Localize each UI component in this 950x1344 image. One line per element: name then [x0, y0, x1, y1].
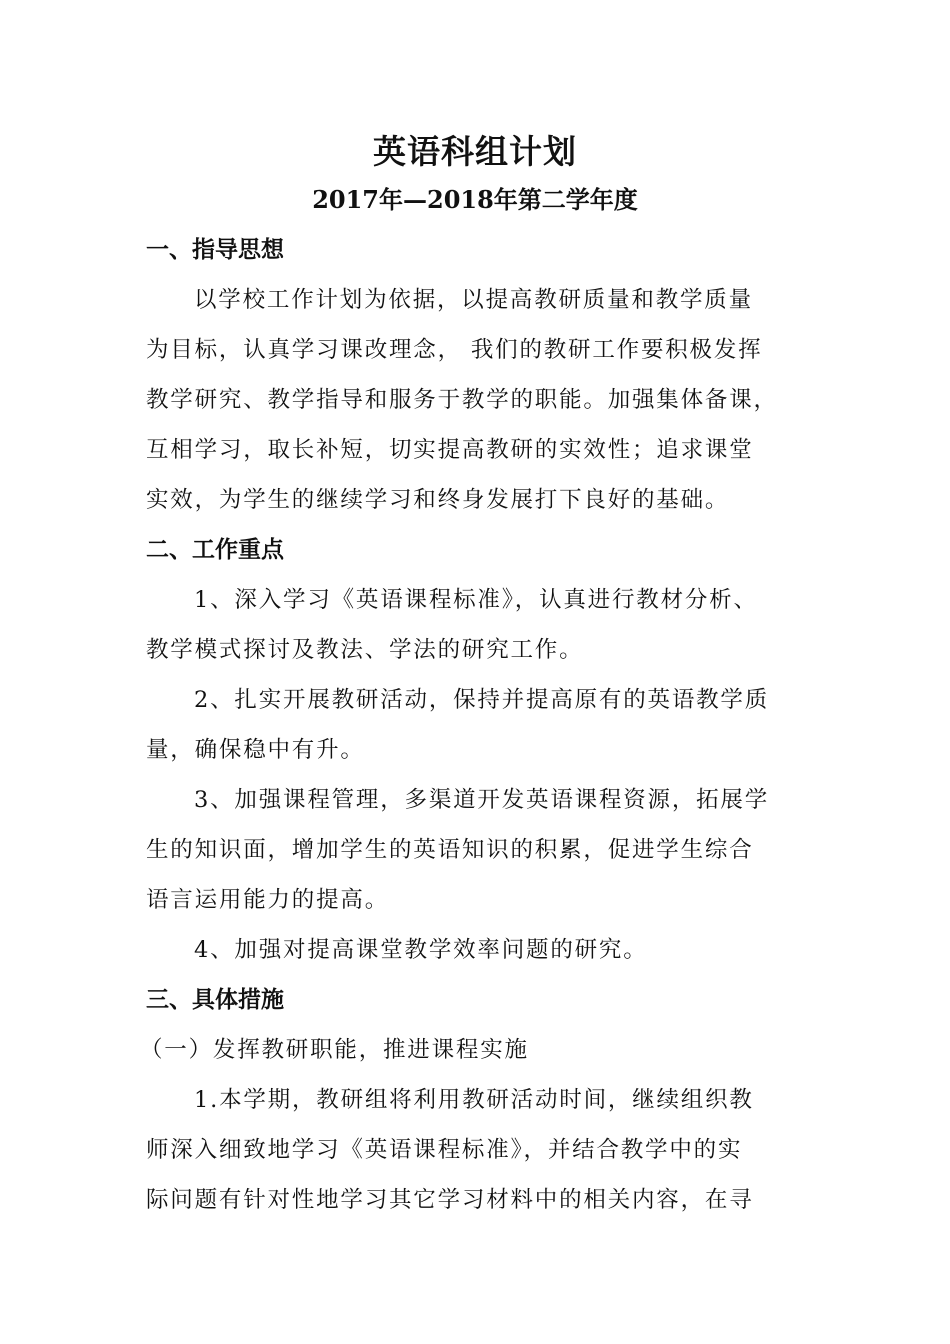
paragraph-line: 语言运用能力的提高。 [146, 887, 390, 913]
document-body [140, 225, 806, 1225]
paragraph-line: 4、加强对提高课堂教学效率问题的研究。 [194, 937, 648, 963]
paragraph-line: 实效，为学生的继续学习和终身发展打下良好的基础。 [146, 487, 730, 513]
document-subtitle: 2017年—2018年第二学年度 [312, 185, 638, 214]
work-focus-item-3 [146, 775, 806, 925]
work-focus-item-2 [146, 675, 806, 775]
work-focus-item-1 [146, 575, 806, 675]
paragraph-line: 际问题有针对性地学习其它学习材料中的相关内容，在寻 [146, 1187, 754, 1213]
paragraph-line: 教学模式探讨及教法、学法的研究工作。 [146, 637, 584, 663]
work-focus-item-4 [146, 925, 806, 975]
paragraph-line: 量，确保稳中有升。 [146, 737, 365, 763]
document-title: 英语科组计划 [373, 132, 577, 171]
section-heading-guiding-ideology: 一、指导思想 [146, 237, 284, 263]
section-heading-specific-measures: 三、具体措施 [146, 987, 284, 1013]
paragraph-line: 师深入细致地学习《英语课程标准》，并结合教学中的实 [146, 1137, 743, 1163]
paragraph-line: 1.本学期，教研组将利用教研活动时间，继续组织教 [194, 1087, 754, 1113]
paragraph-line: 为目标，认真学习课改理念， 我们的教研工作要积极发挥 [146, 337, 763, 363]
section-heading-work-focus: 二、工作重点 [146, 537, 284, 563]
paragraph-line: 1、深入学习《英语课程标准》，认真进行教材分析、 [194, 587, 758, 613]
paragraph-line: 3、加强课程管理，多渠道开发英语课程资源，拓展学 [194, 787, 770, 813]
subsection-heading: （一）发挥教研职能，推进课程实施 [140, 1037, 529, 1063]
specific-measures-item-1 [146, 1075, 806, 1225]
paragraph-line: 以学校工作计划为依据，以提高教研质量和教学质量 [194, 287, 753, 313]
paragraph-line: 2、扎实开展教研活动，保持并提高原有的英语教学质 [194, 687, 770, 713]
paragraph-line: 教学研究、教学指导和服务于教学的职能。加强集体备课， [146, 387, 778, 413]
guiding-ideology-paragraph [146, 275, 806, 525]
paragraph-line: 生的知识面，增加学生的英语知识的积累，促进学生综合 [146, 837, 754, 863]
paragraph-line: 互相学习，取长补短，切实提高教研的实效性；追求课堂 [146, 437, 754, 463]
